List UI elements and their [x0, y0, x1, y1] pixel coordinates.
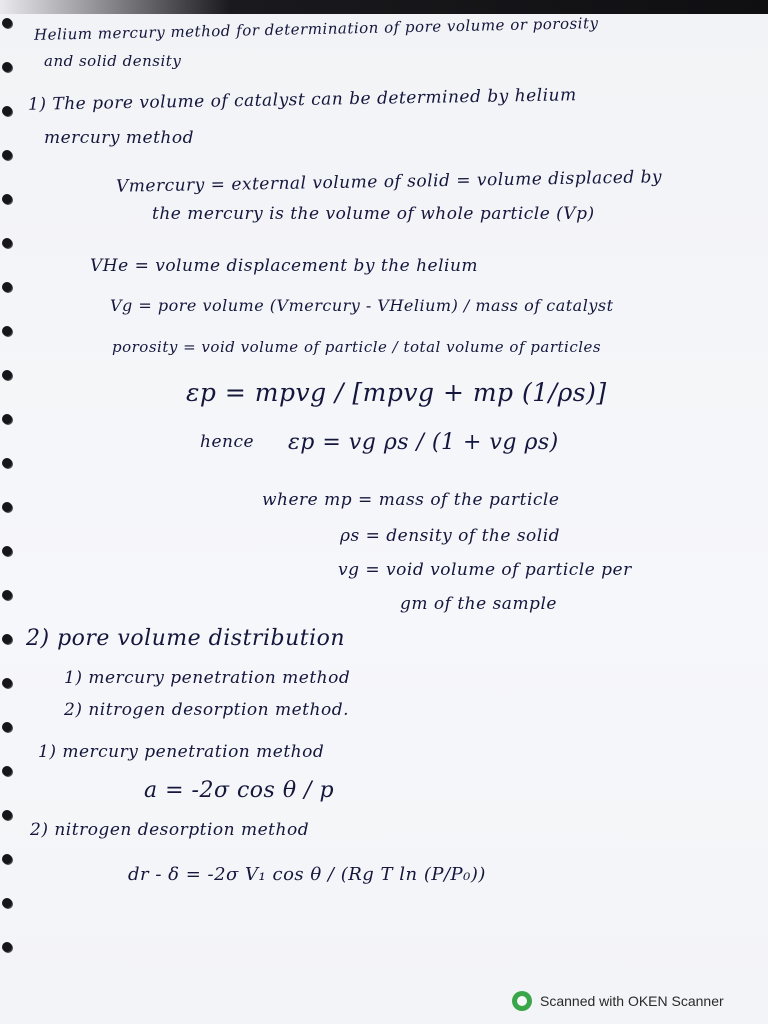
equation-ep-1: εp = mpvg / [mpvg + mp (1/ρs)] [186, 378, 607, 407]
spiral-hole [2, 326, 12, 336]
method-1-heading: 1) mercury penetration method [38, 742, 325, 762]
spiral-hole [2, 282, 12, 292]
where-vg-line-1: vg = void volume of particle per [338, 560, 632, 580]
spiral-hole [2, 18, 12, 28]
spiral-hole [2, 62, 12, 72]
spiral-hole [2, 458, 12, 468]
scanner-watermark [512, 986, 724, 1016]
spiral-hole [2, 634, 12, 644]
spiral-hole [2, 942, 12, 952]
title-line-1: Helium mercury method for determination of pore volume or porosity [33, 14, 599, 44]
where-mp: where mp = mass of the particle [262, 490, 560, 510]
item1-line-2: mercury method [44, 128, 194, 148]
method-1-item: 1) mercury penetration method [64, 668, 351, 688]
page-top-edge [0, 0, 768, 14]
spiral-hole [2, 766, 12, 776]
notebook-spiral-binding [0, 12, 18, 972]
scanner-watermark-label: Scanned with OKEN Scanner [540, 993, 724, 1009]
vmercury-line-1: Vmercury = external volume of solid = volume displaced by [115, 167, 663, 197]
vhe-definition: VHe = volume displacement by the helium [90, 256, 479, 276]
equation-ep-2: εp = vg ρs / (1 + vg ρs) [288, 430, 559, 455]
spiral-hole [2, 370, 12, 380]
method-1-formula: a = -2σ cos θ / p [144, 778, 335, 803]
spiral-hole [2, 194, 12, 204]
spiral-hole [2, 414, 12, 424]
where-rho: ρs = density of the solid [340, 526, 561, 546]
method-2-item: 2) nitrogen desorption method. [64, 700, 349, 720]
spiral-hole [2, 238, 12, 248]
spiral-hole [2, 502, 12, 512]
method-2-formula: dr - δ = -2σ V₁ cos θ / (Rg T ln (P/P₀)) [128, 864, 486, 885]
spiral-hole [2, 546, 12, 556]
spiral-hole [2, 590, 12, 600]
spiral-hole [2, 810, 12, 820]
item1-line-1: 1) The pore volume of catalyst can be determined by helium [27, 85, 577, 115]
vg-definition: Vg = pore volume (Vmercury - VHelium) / mass of catalyst [110, 296, 614, 315]
spiral-hole [2, 678, 12, 688]
section-2-title: 2) pore volume distribution [26, 626, 346, 651]
method-2-heading: 2) nitrogen desorption method [30, 820, 310, 840]
title-line-2: and solid density [44, 52, 182, 70]
vmercury-line-2: the mercury is the volume of whole particle (Vp) [152, 204, 595, 224]
porosity-definition: porosity = void volume of particle / total volume of particles [112, 338, 602, 356]
oken-scanner-logo-icon [512, 991, 532, 1011]
spiral-hole [2, 898, 12, 908]
spiral-hole [2, 854, 12, 864]
spiral-hole [2, 106, 12, 116]
spiral-hole [2, 150, 12, 160]
where-vg-line-2: gm of the sample [400, 594, 557, 614]
hence-label: hence [200, 432, 255, 452]
spiral-hole [2, 722, 12, 732]
